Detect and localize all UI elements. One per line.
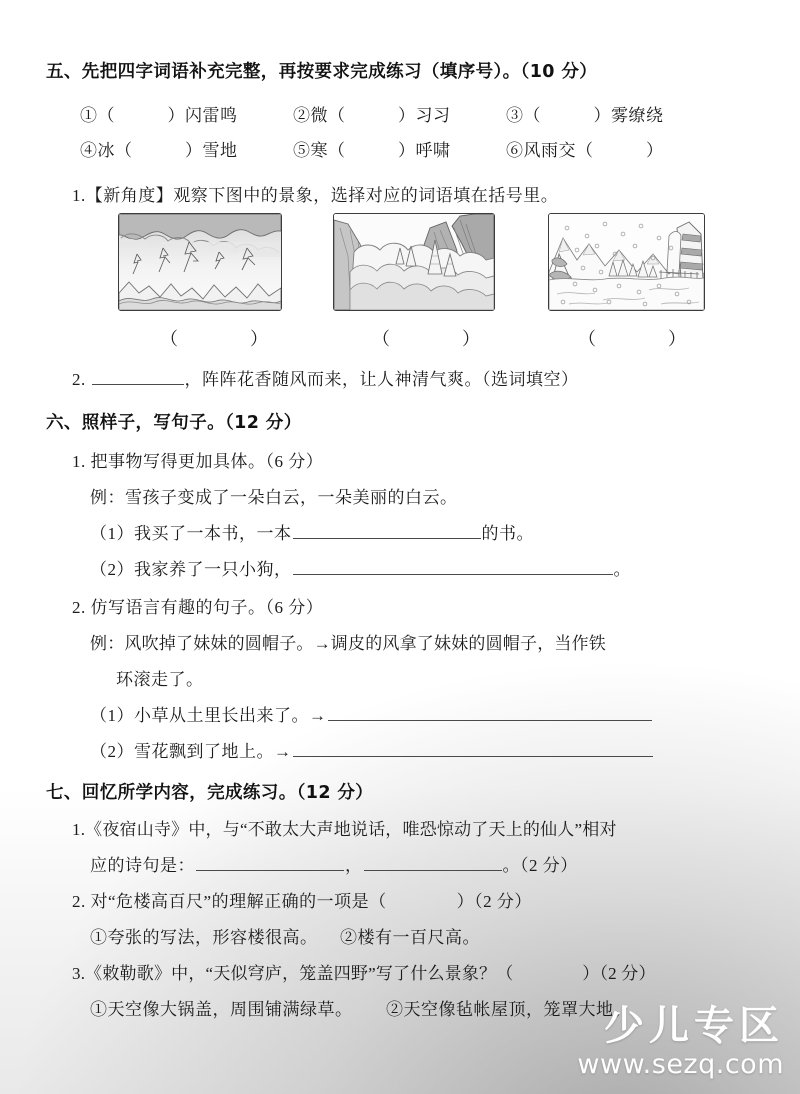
idiom-item-5 [293,136,506,161]
section-7-q3-option-1[interactable]: ①天空像大锅盖，周围铺满绿草。 [90,1000,353,1019]
section-7-q1-label: 应的诗句是： [90,856,195,875]
idiom-item-6-num: ⑥ [506,141,524,160]
section-6-q1-a-post: 的书。 [481,524,534,543]
section-7-q3-prompt: 3.《敕勒歌》中，“天似穹庐，笼盖四野”写了什么景象？（ ）（2 分） [72,964,656,983]
section-6-q2-prompt: 2. 仿写语言有趣的句子。（6 分） [72,598,324,617]
idiom-item-1 [80,101,293,126]
section-6-q2-b [90,737,654,762]
section-5-q2-text: ，阵阵花香随风而来，让人神清气爽。（选词填空） [184,370,579,389]
cloud-sea-illustration [334,214,494,310]
section-6-q2-a-text: （1）小草从土里长出来了。→ [90,706,327,725]
idiom-item-2 [293,101,506,126]
picture-caption-1: （ ） [160,329,268,349]
idiom-item-5-text: 寒（ ）呼啸 [310,141,451,160]
section-6-q2-b-blank[interactable] [293,740,653,757]
section-6-q1-a-pre: （1）我买了一本书，一本 [90,524,292,543]
idiom-item-3-text: （ ）雾缭绕 [523,106,664,125]
storm-illustration [119,214,281,310]
section-7-q3-options [90,995,631,1020]
section-5-q2-number: 2. [72,370,86,389]
section-7-q2-option-2[interactable]: ②楼有一百尺高。 [340,928,480,947]
section-6-q1-b-post: 。 [613,560,631,579]
section-6-q2-example-line2: 环滚走了。 [116,670,204,689]
idiom-item-4 [80,136,293,161]
idiom-item-3-num: ③ [506,106,524,125]
idiom-item-4-num: ④ [80,141,98,160]
section-7-q1-score: 。（2 分） [502,856,578,875]
section-6-heading: 六、照样子，写句子。（12 分） [46,413,302,433]
section-5-q1-prompt: 1.【新角度】观察下图中的景象，选择对应的词语填在括号里。 [72,186,559,205]
section-7-q2-options [90,923,480,948]
idiom-item-6 [506,136,719,161]
idiom-item-5-num: ⑤ [293,141,311,160]
section-7-heading: 七、回忆所学内容，完成练习。（12 分） [46,783,374,803]
idiom-item-3 [506,101,719,126]
idiom-item-1-num: ① [80,106,98,125]
section-7-q1-blank-1[interactable] [196,854,344,871]
section-7-q1-line1: 1.《夜宿山寺》中，与“不敢太大声地说话，唯恐惊动了天上的仙人”相对 [72,820,617,839]
idiom-item-2-num: ② [293,106,311,125]
snow-illustration [549,214,704,310]
idiom-item-2-text: 微（ ）习习 [310,106,451,125]
idiom-item-4-text: 冰（ ）雪地 [97,141,238,160]
watermark-url: www.sezq.com [577,1049,784,1080]
section-6-q2-b-text: （2）雪花飘到了地上。→ [90,742,292,761]
section-6-q1-example: 例：雪孩子变成了一朵白云，一朵美丽的白云。 [90,488,458,507]
section-7-q3-option-2[interactable]: ②天空像毡帐屋顶，笼罩大地。 [386,1000,631,1019]
section-7-q1-blank-2[interactable] [364,854,502,871]
section-5-q2-blank[interactable] [92,368,184,385]
section-6-q2-a [90,701,653,726]
picture-box-cloud-sea [333,213,495,311]
section-7-q1-comma: ， [345,856,363,875]
picture-box-snow [548,213,705,311]
section-6-q1-a-blank[interactable] [293,522,481,539]
section-7-q2-option-1[interactable]: ①夸张的写法，形容楼很高。 [90,928,318,947]
idiom-item-6-text: 风雨交（ ） [523,141,664,160]
watermark-brand: 少儿专区 [604,1003,784,1049]
section-6-q1-b-pre: （2）我家养了一只小狗， [90,560,292,579]
idiom-item-1-text: （ ）闪雷鸣 [97,106,238,125]
section-6-q1-prompt: 1. 把事物写得更加具体。（6 分） [72,452,324,471]
idiom-row-1 [80,101,720,126]
section-6-q1-b-blank[interactable] [293,558,613,575]
section-7-q1-line2 [90,851,578,876]
picture-box-storm [118,213,282,311]
section-7-q2-prompt: 2. 对“危楼高百尺”的理解正确的一项是（ ）（2 分） [72,892,532,911]
idiom-row-2 [80,136,720,161]
picture-caption-2: （ ） [372,329,480,349]
section-6-q2-example-line1: 例：风吹掉了妹妹的圆帽子。→调皮的风拿了妹妹的圆帽子，当作铁 [90,634,606,653]
section-6-q1-a [90,519,534,544]
section-6-q1-b [90,555,631,580]
section-5-q2 [72,365,579,390]
picture-caption-3: （ ） [578,329,686,349]
section-6-q2-a-blank[interactable] [328,704,652,721]
section-5-heading: 五、先把四字词语补充完整，再按要求完成练习（填序号）。（10 分） [46,62,598,82]
